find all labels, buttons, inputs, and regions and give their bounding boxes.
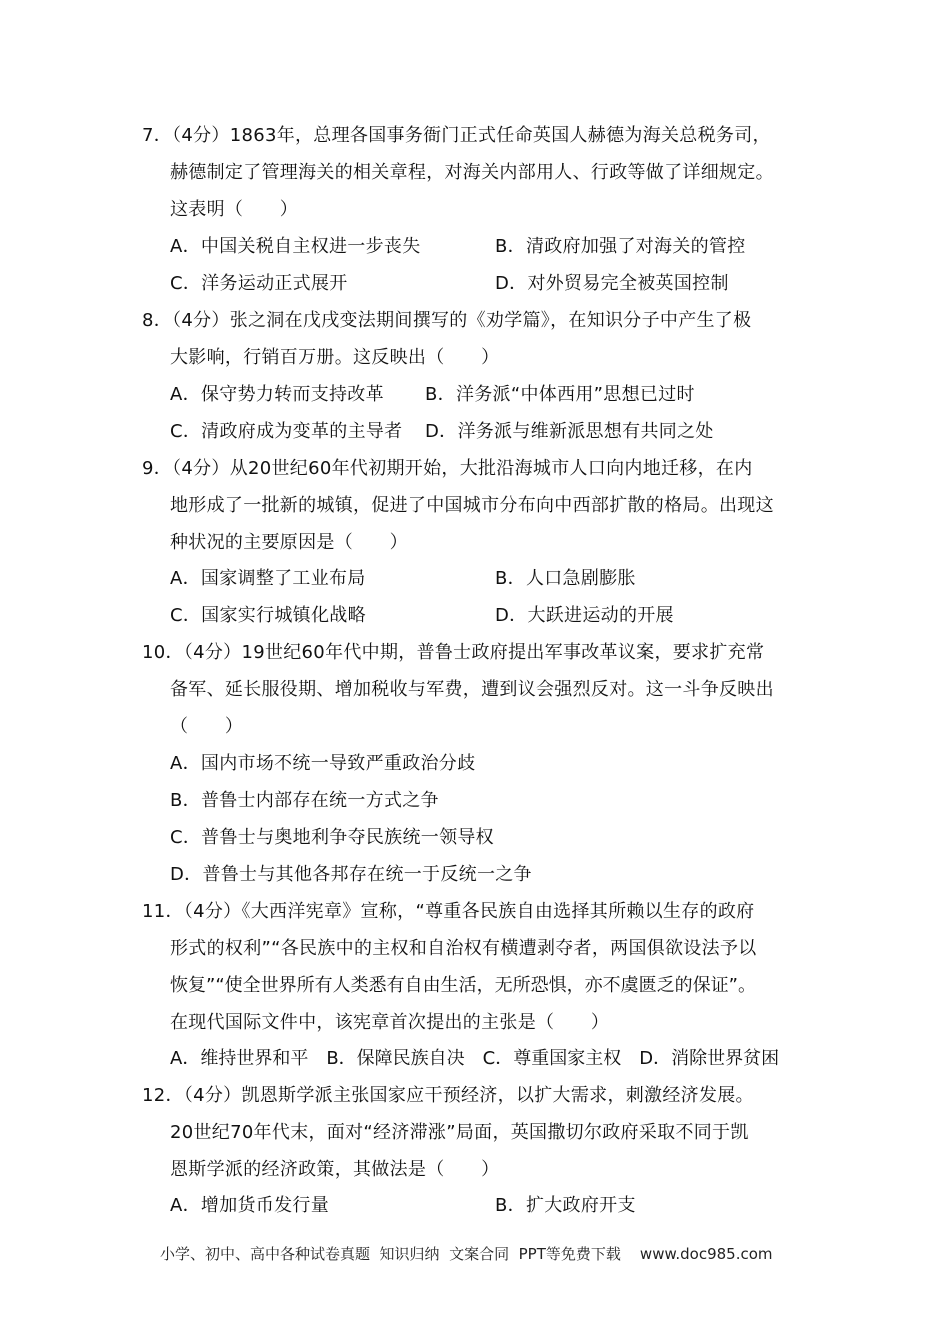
q10-option-b: B．普鲁士内部存在统一方式之争 bbox=[170, 790, 439, 811]
q10-option-d: D．普鲁士与其他各邦存在统一于反统一之争 bbox=[170, 864, 532, 885]
q10-stem-line-3: （ ） bbox=[170, 716, 244, 737]
q10-option-a: A．国内市场不统一导致严重政治分歧 bbox=[170, 753, 476, 774]
q11-stem-line-2: 形式的权利”“各民族中的主权和自治权有横遭剥夺者，两国俱欲设法予以 bbox=[170, 938, 757, 959]
q10-stem-line-2: 备军、延长服役期、增加税收与军费，遭到议会强烈反对。这一斗争反映出 bbox=[170, 679, 774, 700]
q9-stem-line-1: 9．（4分）从20世纪60年代初期开始，大批沿海城市人口向内地迁移，在内 bbox=[142, 458, 753, 479]
q12-stem-line-3: 恩斯学派的经济政策，其做法是（ ） bbox=[170, 1159, 500, 1180]
q7-stem-line-1: 7．（4分）1863年，总理各国事务衙门正式任命英国人赫德为海关总税务司， bbox=[142, 125, 771, 146]
q8-stem-line-2: 大影响，行销百万册。这反映出（ ） bbox=[170, 347, 500, 368]
q10-stem-line-1: 10．（4分）19世纪60年代中期，普鲁士政府提出军事改革议案，要求扩充常 bbox=[142, 642, 765, 663]
page-footer: 小学、初中、高中各种试卷真题 知识归纳 文案合同 PPT等免费下载 www.doc985.com bbox=[160, 1245, 773, 1263]
q11-stem-line-3: 恢复”“使全世界所有人类悉有自由生活，无所恐惧，亦不虞匮乏的保证”。 bbox=[170, 975, 756, 996]
q9-stem-line-3: 种状况的主要原因是（ ） bbox=[170, 532, 408, 553]
q7-stem-line-3: 这表明（ ） bbox=[170, 199, 299, 220]
q9-option-c: C．国家实行城镇化战略 bbox=[170, 605, 366, 626]
q8-option-d: D．洋务派与维新派思想有共同之处 bbox=[425, 421, 714, 442]
q7-stem-line-2: 赫德制定了管理海关的相关章程，对海关内部用人、行政等做了详细规定。 bbox=[170, 162, 774, 183]
q12-option-a: A．增加货币发行量 bbox=[170, 1195, 330, 1216]
q7-option-d: D．对外贸易完全被英国控制 bbox=[495, 273, 729, 294]
q9-option-b: B．人口急剧膨胀 bbox=[495, 568, 636, 589]
q11-stem-line-1: 11．（4分）《大西洋宪章》宣称，“尊重各民族自由选择其所赖以生存的政府 bbox=[142, 901, 755, 922]
q7-option-a: A．中国关税自主权进一步丧失 bbox=[170, 236, 421, 257]
q9-option-a: A．国家调整了工业布局 bbox=[170, 568, 366, 589]
q10-option-c: C．普鲁士与奥地利争夺民族统一领导权 bbox=[170, 827, 494, 848]
q8-stem-line-1: 8．（4分）张之洞在戊戌变法期间撰写的《劝学篇》，在知识分子中产生了极 bbox=[142, 310, 752, 331]
q9-option-d: D．大跃进运动的开展 bbox=[495, 605, 674, 626]
q7-option-b: B．清政府加强了对海关的管控 bbox=[495, 236, 746, 257]
q8-option-a: A．保守势力转而支持改革 bbox=[170, 384, 384, 405]
q11-options: A．维持世界和平 B．保障民族自决 C．尊重国家主权 D．消除世界贫困 bbox=[170, 1048, 780, 1069]
q9-stem-line-2: 地形成了一批新的城镇，促进了中国城市分布向中西部扩散的格局。出现这 bbox=[170, 495, 774, 516]
q12-option-b: B．扩大政府开支 bbox=[495, 1195, 636, 1216]
q12-stem-line-2: 20世纪70年代末，面对“经济滞涨”局面，英国撒切尔政府采取不同于凯 bbox=[170, 1122, 749, 1143]
q8-option-b: B．洋务派“中体西用”思想已过时 bbox=[425, 384, 695, 405]
q7-option-c: C．洋务运动正式展开 bbox=[170, 273, 348, 294]
q8-option-c: C．清政府成为变革的主导者 bbox=[170, 421, 403, 442]
q12-stem-line-1: 12．（4分）凯恩斯学派主张国家应干预经济，以扩大需求，刺激经济发展。 bbox=[142, 1085, 754, 1106]
q11-stem-line-4: 在现代国际文件中，该宪章首次提出的主张是（ ） bbox=[170, 1012, 610, 1033]
